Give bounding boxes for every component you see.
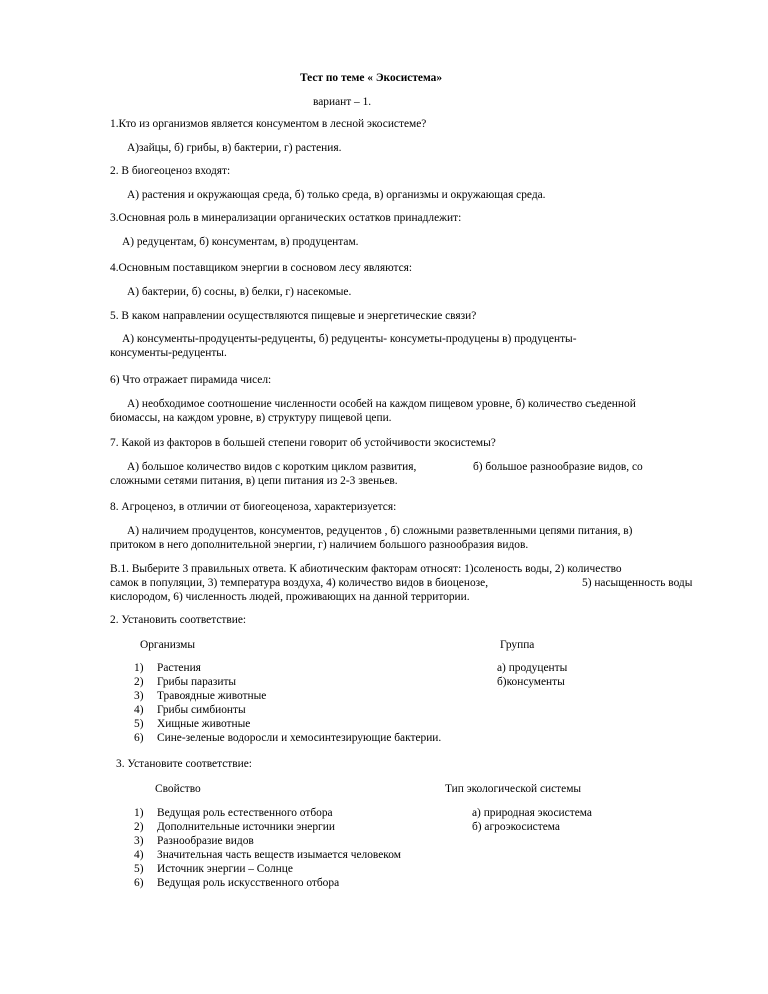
- question-1: 1.Кто из организмов является консументом в лесной экосистеме?: [110, 118, 427, 130]
- question-8: 8. Агроценоз, в отличии от биогеоценоза, характеризуется:: [110, 501, 397, 513]
- question-4-answers: А) бактерии, б) сосны, в) белки, г) насекомые.: [127, 286, 352, 298]
- match-2-item-text: Ведущая роль искусственного отбора: [157, 877, 340, 889]
- match-2-option: б) агроэкосистема: [472, 821, 560, 833]
- match-1-title: 2. Установить соответствие:: [110, 614, 247, 626]
- match-1-col-right: Группа: [500, 639, 535, 651]
- match-2-col-right: Тип экологической системы: [445, 783, 582, 795]
- question-6-answers-line-2: биомассы, на каждом уровне, в) структуру пищевой цепи.: [110, 412, 392, 424]
- match-1-item-num: 3): [134, 690, 144, 702]
- match-1-item-text: Сине-зеленые водоросли и хемосинтезирующие бактерии.: [157, 732, 442, 744]
- match-1-item-num: 4): [134, 704, 144, 716]
- question-4: 4.Основным поставщиком энергии в сосновом лесу являются:: [110, 262, 413, 274]
- question-3-answers: А) редуцентам, б) консументам, в) продуцентам.: [122, 236, 359, 248]
- match-1-item-text: Грибы паразиты: [157, 676, 237, 688]
- question-2: 2. В биогеоценоз входят:: [110, 165, 231, 177]
- match-1-option: б)консументы: [497, 676, 565, 688]
- question-7: 7. Какой из факторов в большей степени говорит об устойчивости экосистемы?: [110, 437, 496, 449]
- match-1-item-text: Травоядные животные: [157, 690, 267, 702]
- match-2-item-num: 5): [134, 863, 144, 875]
- match-2-col-left: Свойство: [155, 783, 201, 795]
- match-2-item-num: 2): [134, 821, 144, 833]
- question-3: 3.Основная роль в минерализации органических остатков принадлежит:: [110, 212, 462, 224]
- match-1-item-text: Хищные животные: [157, 718, 251, 730]
- match-2-item-num: 1): [134, 807, 144, 819]
- match-2-item-num: 6): [134, 877, 144, 889]
- match-2-item-text: Источник энергии – Солнце: [157, 863, 293, 875]
- question-7-answers-line-2: сложными сетями питания, в) цепи питания из 2-3 звеньев.: [110, 475, 398, 487]
- question-7-answers-line-1b: б) большое разнообразие видов, со: [473, 461, 643, 473]
- match-2-item-text: Разнообразие видов: [157, 835, 254, 847]
- match-2-item-text: Значительная часть веществ изымается человеком: [157, 849, 401, 861]
- match-1-col-left: Организмы: [140, 639, 196, 651]
- question-6: 6) Что отражает пирамида чисел:: [110, 374, 272, 386]
- match-2-item-text: Дополнительные источники энергии: [157, 821, 335, 833]
- b1-line-1: В.1. Выберите 3 правильных ответа. К абиотическим факторам относят: 1)соленость воды, 2) количество: [110, 563, 622, 575]
- match-1-item-num: 1): [134, 662, 144, 674]
- match-1-option: а) продуценты: [497, 662, 568, 674]
- match-1-item-num: 5): [134, 718, 144, 730]
- match-2-item-text: Ведущая роль естественного отбора: [157, 807, 333, 819]
- question-8-answers-line-1: А) наличием продуцентов, консументов, редуцентов , б) сложными разветвленными цепями питания, в): [127, 525, 633, 537]
- question-5: 5. В каком направлении осуществляются пищевые и энергетические связи?: [110, 310, 477, 322]
- match-2-option: а) природная экосистема: [472, 807, 592, 819]
- question-8-answers-line-2: притоком в него дополнительной энергии, г) наличием большого разнообразия видов.: [110, 539, 529, 551]
- b1-line-2a: самок в популяции, 3) температура воздуха, 4) количество видов в биоценозе,: [110, 577, 489, 589]
- question-5-answers-line-2: консументы-редуценты.: [110, 347, 227, 359]
- question-7-answers-line-1a: А) большое количество видов с коротким циклом развития,: [127, 461, 417, 473]
- match-1-item-text: Растения: [157, 662, 201, 674]
- question-2-answers: А) растения и окружающая среда, б) только среда, в) организмы и окружающая среда.: [127, 189, 546, 201]
- match-1-item-num: 6): [134, 732, 144, 744]
- match-1-item-num: 2): [134, 676, 144, 688]
- page-title: Тест по теме « Экосистема»: [300, 72, 443, 84]
- match-2-item-num: 3): [134, 835, 144, 847]
- match-1-item-text: Грибы симбионты: [157, 704, 246, 716]
- b1-line-3: кислородом, 6) численность людей, проживающих на данной территории.: [110, 591, 470, 603]
- match-2-item-num: 4): [134, 849, 144, 861]
- match-2-title: 3. Установите соответствие:: [116, 758, 252, 770]
- question-6-answers-line-1: А) необходимое соотношение численности особей на каждом пищевом уровне, б) количество съеденной: [127, 398, 636, 410]
- b1-line-2b: 5) насыщенность воды: [582, 577, 693, 589]
- question-1-answers: А)зайцы, б) грибы, в) бактерии, г) растения.: [127, 142, 342, 154]
- variant-label: вариант – 1.: [313, 96, 372, 108]
- question-5-answers-line-1: А) консументы-продуценты-редуценты, б) редуценты- консуметы-продуцены в) продуценты-: [122, 333, 577, 345]
